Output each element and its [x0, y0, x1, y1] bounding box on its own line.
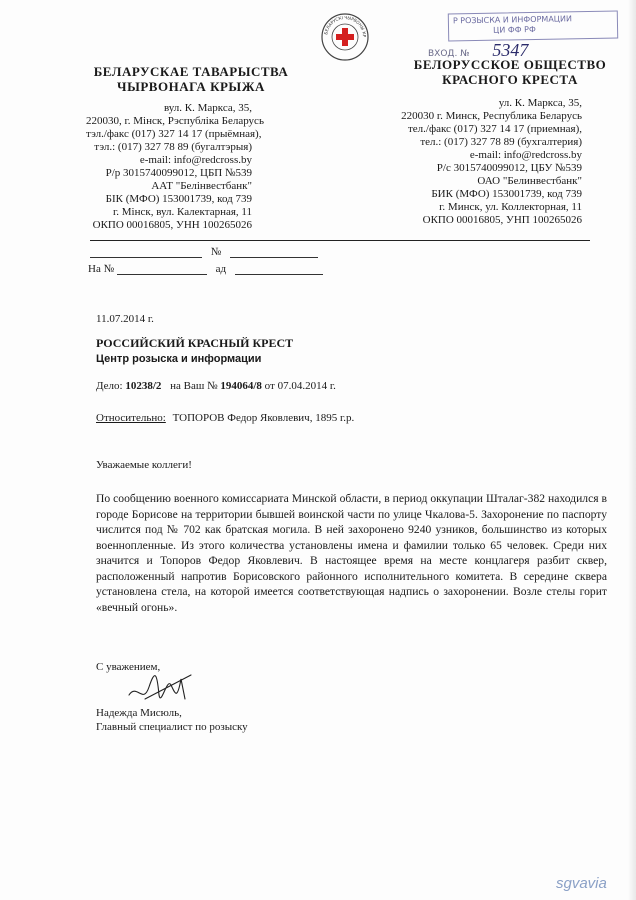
left-org-name-2: ЧЫРВОНАГА КРЫЖА	[117, 79, 265, 94]
addressee-org: РОССИЙСКИЙ КРАСНЫЙ КРЕСТ	[96, 336, 294, 350]
signer-name: Надежда Мисюль,	[96, 707, 182, 719]
closing: С уважением,	[96, 661, 161, 673]
red-cross-emblem-icon	[320, 12, 370, 62]
left-address-line: e-mail: info@redcross.by	[139, 154, 252, 166]
subject-line	[96, 412, 354, 424]
left-address-line: тэл.: (017) 327 78 89 (бугалтэрыя)	[94, 141, 252, 153]
case-ref-number: 194064/8	[220, 380, 262, 392]
case-ref-label: на Ваш №	[170, 380, 218, 392]
left-address-line: тэл./факс (017) 327 14 17 (прыёмная),	[86, 128, 262, 140]
number-sign: №	[210, 246, 222, 258]
letter-date: 11.07.2014 г.	[96, 313, 154, 325]
left-address-line: г. Мінск, вул. Калектарная, 11	[112, 206, 252, 218]
left-org-name-1: БЕЛАРУСКАЕ ТАВАРЫСТВА	[93, 64, 289, 79]
signer-block	[96, 706, 248, 734]
left-letterhead	[86, 64, 296, 232]
right-address-line: БИК (МФО) 153001739, код 739	[431, 188, 582, 200]
left-address-line: ААТ "Белінвестбанк"	[151, 180, 252, 192]
case-ref-date: от 07.04.2014 г.	[264, 380, 336, 392]
received-stamp	[448, 11, 618, 42]
incoming-label: ВХОД. №	[428, 49, 470, 59]
watermark: sgvavia	[556, 875, 607, 892]
right-org-name-2: КРАСНОГО КРЕСТА	[442, 72, 578, 87]
on-number-label: На №	[88, 263, 115, 275]
reference-number-blank	[117, 264, 207, 275]
right-org-name-1: БЕЛОРУССКОЕ ОБЩЕСТВО	[413, 57, 607, 72]
case-reference	[96, 380, 336, 392]
left-address-line: ОКПО 00016805, УНН 100265026	[92, 219, 252, 231]
outgoing-number-blank	[230, 247, 318, 258]
outgoing-number-field	[90, 246, 318, 258]
handwritten-signature	[125, 665, 195, 711]
stamp-line-1: Р РОЗЫСКА И ИНФОРМАЦИИ	[452, 14, 573, 26]
subject-label: Относительно:	[96, 412, 166, 424]
right-address-block	[400, 97, 582, 227]
scan-edge-shadow	[628, 0, 636, 900]
case-number: 10238/2	[125, 380, 162, 392]
right-address-line: e-mail: info@redcross.by	[469, 149, 582, 161]
addressee-dept: Центр розыска и информации	[96, 353, 262, 365]
right-address-line: Р/с 3015740099012, ЦБУ №539	[436, 162, 582, 174]
left-address-block	[86, 102, 264, 232]
right-address-line: тел./факс (017) 327 14 17 (приемная),	[407, 123, 582, 135]
incoming-number-value: 5347	[492, 40, 529, 60]
right-letterhead	[400, 57, 620, 227]
outgoing-date-blank	[90, 247, 202, 258]
right-address-line: тел.: (017) 327 78 89 (бухгалтерия)	[420, 136, 582, 148]
reference-number-field	[88, 263, 323, 275]
subject-text: ТОПОРОВ Федор Яковлевич, 1895 г.р.	[172, 412, 355, 424]
from-label: ад	[215, 263, 227, 275]
right-address-line: г. Минск, ул. Коллекторная, 11	[439, 201, 582, 213]
emblem-ring-text: БЕЛАРУСКІ ЧЫРВОНЫ КР	[323, 14, 368, 38]
stamp-line-2: ЦИ ФФ РФ	[492, 24, 536, 35]
left-address-line: вул. К. Маркса, 35,	[163, 102, 252, 114]
greeting: Уважаемые коллеги!	[96, 459, 192, 471]
right-address-line: ул. К. Маркса, 35,	[498, 97, 582, 109]
case-label: Дело:	[96, 380, 123, 392]
left-address-line: Р/р 3015740099012, ЦБП №539	[105, 167, 252, 179]
right-address-line: ОКПО 00016805, УНП 100265026	[422, 214, 582, 226]
reference-date-blank	[235, 264, 323, 275]
header-divider	[90, 240, 590, 241]
left-address-line: БІК (МФО) 153001739, код 739	[105, 193, 252, 205]
addressee-block	[96, 336, 293, 365]
left-address-line: 220030, г. Мінск, Рэспубліка Беларусь	[86, 115, 264, 127]
right-address-line: ОАО "Белинвестбанк"	[477, 175, 582, 187]
right-address-line: 220030 г. Минск, Республика Беларусь	[401, 110, 582, 122]
signer-title: Главный специалист по розыску	[96, 721, 248, 733]
letter-body: По сообщению военного комиссариата Минской области, в период оккупации Шталаг-382 находился в городе Борисове на территории бывшей воинской части по улице Чкалова-5. Захоронение по паспорту числится под № 702 как братская могила. В ней захоронено 9240 узников, большинство из которых военнопленные. Из этого количества установлены имена и фамилии только 65 человек. Среди них значится и Топоров Федор Яковлевич. В настоящее время на месте концлагеря разбит сквер, расположенный напротив Борисовского районного исполнительного комитета. В середине сквера установлена стела, на которой имеется соответствующая надпись о захоронении. Возле стелы горит «вечный огонь».	[96, 492, 607, 614]
